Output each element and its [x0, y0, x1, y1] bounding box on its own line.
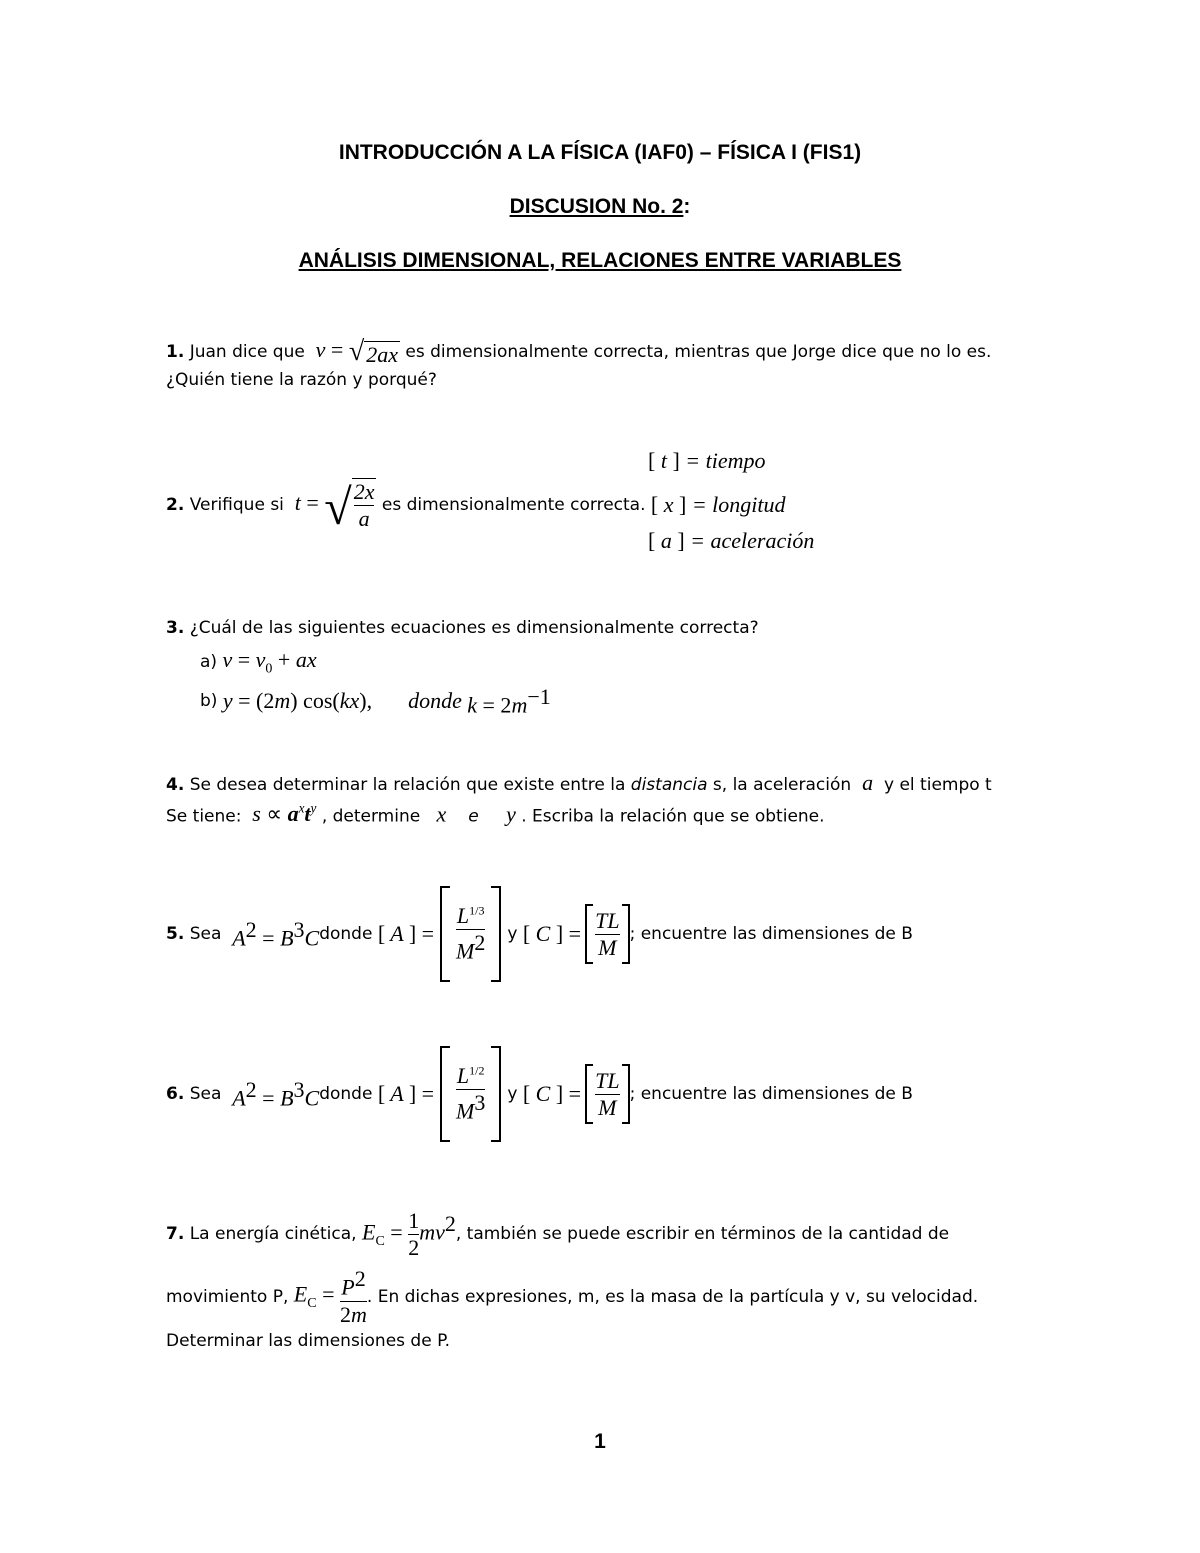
question-2	[166, 474, 786, 536]
q4-proportion: $s \propto a^xt^y$	[252, 801, 317, 827]
q5-A-dim: [ A ] =	[377, 921, 435, 946]
q3-a-label: a)	[200, 652, 218, 673]
q4-x: x	[431, 801, 463, 827]
q2-def-aceleracion: [ a ] = aceleración	[648, 528, 815, 553]
q6-C-dim: [ C ] =	[522, 1081, 582, 1106]
q5-equation: $A^2 = B^3C$	[232, 916, 320, 951]
q7-line2-post: . En dichas expresiones, m, es la masa de la partícula y v, su velocidad.	[366, 1287, 979, 1307]
q7-p-formula: $E_C$ = $\frac{P^2}{2m}$	[293, 1266, 367, 1327]
q6-number: 6.	[166, 1084, 185, 1104]
q3-number: 3.	[166, 618, 185, 638]
document-title: INTRODUCCIÓN A LA FÍSICA (IAF0) – FÍSICA I (FIS1)	[338, 141, 862, 164]
q7-line2	[166, 1266, 978, 1328]
q5-post: ; encuentre las dimensiones de B	[629, 924, 913, 944]
q1-post: es dimensionalmente correcta, mientras que Jorge dice que no lo es.	[405, 342, 992, 362]
q4-e: e	[468, 806, 479, 827]
question-1	[166, 334, 991, 370]
question-5	[166, 884, 913, 984]
q2-pre: Verifique si	[189, 495, 284, 515]
q6-donde: donde	[319, 1084, 373, 1104]
question-7	[166, 1204, 949, 1264]
q5-y: y	[507, 924, 518, 944]
q4-y: y	[484, 801, 516, 827]
q3-text: ¿Cuál de las siguientes ecuaciones es dimensionalmente correcta?	[189, 618, 759, 638]
q7-line2-pre: movimiento P,	[166, 1287, 289, 1307]
q6-post: ; encuentre las dimensiones de B	[629, 1084, 913, 1104]
q1-number: 1.	[166, 342, 185, 362]
q5-number: 5.	[166, 924, 185, 944]
q4-line1-pre: Se desea determinar la relación que existe entre la	[189, 775, 626, 795]
q6-A-dim: [ A ] =	[377, 1081, 435, 1106]
q5-donde: donde	[319, 924, 373, 944]
topic-heading: ANÁLISIS DIMENSIONAL, RELACIONES ENTRE VARIABLES	[298, 249, 902, 272]
q1-line2: ¿Quién tiene la razón y porqué?	[166, 370, 437, 390]
q6-equation: $A^2 = B^3C$	[232, 1076, 320, 1111]
discussion-colon: :	[683, 195, 691, 218]
q4-number: 4.	[166, 775, 185, 795]
q7-ec-formula: $E_C$ = $\frac{1}{2}$ $mv^2$	[361, 1207, 456, 1260]
q3-option-b	[200, 684, 551, 718]
q7-line3: Determinar las dimensiones de P.	[166, 1331, 451, 1351]
question-4	[166, 770, 992, 796]
discussion-heading	[0, 195, 1200, 219]
q1-formula: v = √ 2ax	[315, 336, 398, 367]
q7-line1-pre: La energía cinética,	[189, 1224, 357, 1244]
q6-sea: Sea	[189, 1084, 222, 1104]
q7-number: 7.	[166, 1224, 185, 1244]
q2-number: 2.	[166, 495, 185, 515]
q4-line2-post: . Escriba la relación que se obtiene.	[521, 806, 825, 827]
discussion-label: DISCUSION No. 2	[509, 195, 684, 218]
q2-def-tiempo: [ t ] = tiempo	[648, 448, 766, 473]
q5-A-matrix: $\frac{L^{1/3}}{M^2}$	[440, 886, 501, 982]
q3-a-formula: $v = v_0$ + ax	[222, 647, 317, 677]
page-number: 1	[594, 1430, 606, 1453]
q5-sea: Sea	[189, 924, 222, 944]
q2-def-longitud: [ x ] = longitud	[650, 492, 786, 517]
question-3	[166, 618, 759, 638]
q6-y: y	[507, 1084, 518, 1104]
q4-line2-pre: Se tiene:	[166, 806, 242, 827]
q3-b-label: b)	[200, 691, 218, 712]
q5-C-matrix: $\frac{TL}{M}$	[585, 904, 629, 964]
question-6	[166, 1044, 913, 1144]
q4-a-symbol: a	[856, 770, 879, 795]
q4-line2	[166, 801, 825, 827]
q5-C-dim: [ C ] =	[522, 921, 582, 946]
q6-A-matrix: $\frac{L^{1/2}}{M^3}$	[440, 1046, 501, 1142]
q2-formula: t = √ $\frac{2x}{a}$	[294, 479, 375, 535]
q1-pre: Juan dice que	[189, 342, 305, 362]
q4-line1-post: y el tiempo t	[884, 775, 992, 795]
q3-b-donde: donde	[408, 688, 462, 714]
q3-b-formula: y = (2m) cos(kx),	[222, 688, 373, 714]
q3-b-k: $k = 2m^{-1}$	[467, 684, 551, 718]
q4-line1-mid: s, la aceleración	[712, 775, 852, 795]
q2-post: es dimensionalmente correcta.	[381, 495, 646, 515]
q7-line1-post: , también se puede escribir en términos de la cantidad de	[455, 1224, 950, 1244]
q3-option-a	[200, 647, 317, 677]
q6-C-matrix: $\frac{TL}{M}$	[585, 1064, 629, 1124]
q4-line2-mid: , determine	[321, 806, 421, 827]
q4-distancia: distancia	[630, 775, 708, 795]
